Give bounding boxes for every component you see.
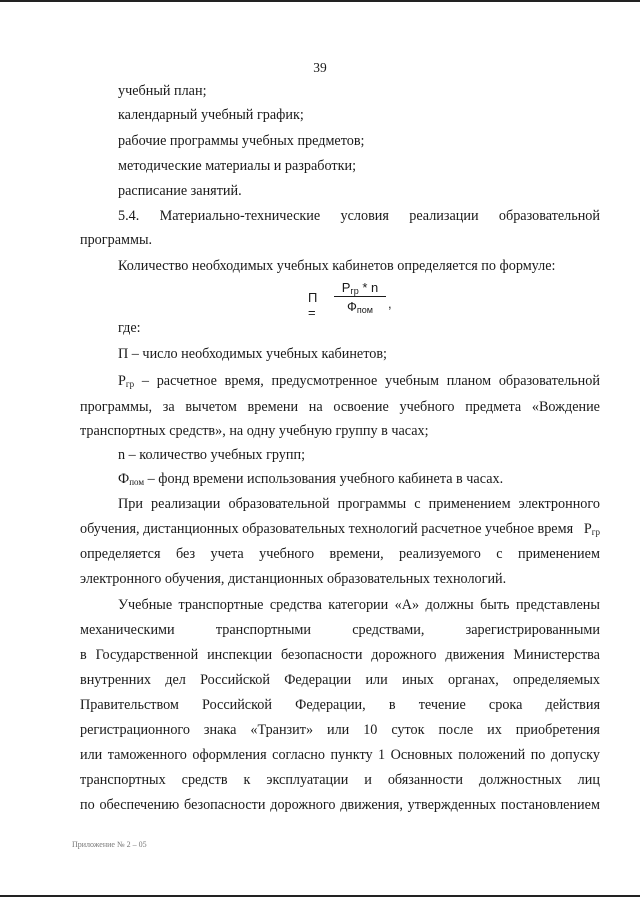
word: Основных (390, 747, 453, 763)
word: с (414, 496, 421, 512)
word: «Транзит» (250, 722, 314, 738)
formula-intro: Количество необходимых учебных кабинетов определяется по формуле: (118, 258, 556, 274)
para-vehicles-line (80, 747, 600, 764)
word: должны (425, 597, 474, 613)
word: учебным (385, 373, 439, 389)
formula-num-var: P (341, 280, 351, 295)
formula-den-sub: пом (356, 305, 373, 315)
word: за (162, 399, 175, 415)
word: механическими (80, 622, 175, 638)
para-elearning-line4: электронного обучения, дистанционных образовательных технологий. (80, 571, 507, 587)
where-label: где: (118, 320, 141, 336)
word: дорожного (371, 647, 437, 663)
word: оформления (192, 747, 267, 763)
formula-den-var: Ф (347, 299, 357, 314)
word: по (530, 747, 546, 763)
word: «А» (394, 597, 420, 613)
word: по (80, 797, 95, 813)
formula-numerator (334, 280, 386, 295)
section-heading-continued: программы. (80, 232, 153, 248)
word: программы, (80, 399, 153, 415)
section-word: реализации (409, 208, 479, 224)
word: утвержденных (407, 797, 497, 813)
word: или (326, 722, 350, 738)
word: органах, (447, 672, 499, 688)
word: движения, (340, 797, 403, 813)
footer-note: Приложение № 2 – 05 (72, 840, 147, 849)
para-vehicles-line (80, 772, 600, 789)
word: образовательной (228, 496, 330, 512)
formula-denominator (334, 299, 386, 314)
word: реализации (151, 496, 221, 512)
word: допуску (550, 747, 600, 763)
word: без (175, 546, 196, 562)
word: предусмотренное (271, 373, 378, 389)
word: учебного (399, 399, 455, 415)
section-word: образовательной (498, 208, 600, 224)
word: быть (480, 597, 510, 613)
word: их (487, 722, 502, 738)
word: согласно (272, 747, 325, 763)
word: средства (269, 597, 322, 613)
word: категории (328, 597, 389, 613)
var-symbol: Ф (118, 471, 130, 487)
para-vehicles-line (80, 797, 600, 814)
word: электронного (518, 496, 600, 512)
var-subscript: гр (125, 379, 135, 389)
word: «Вождение (531, 399, 600, 415)
line-text: обучения, дистанционных образовательных технологий расчетное учебное время (80, 521, 574, 537)
word: после (438, 722, 474, 738)
definition-pgr-line2 (80, 399, 600, 416)
list-item: методические материалы и разработки; (118, 158, 357, 174)
word: инспекции (207, 647, 273, 663)
word: приобретения (515, 722, 600, 738)
var-subscript: гр (591, 527, 600, 537)
word: обеспечению (99, 797, 180, 813)
para-vehicles-line (118, 597, 600, 614)
word: обязанности (387, 772, 463, 788)
word: регистрационного (80, 722, 190, 738)
var-subscript: пом (129, 477, 145, 487)
word: транспортных (80, 772, 166, 788)
definition-p: П – число необходимых учебных кабинетов; (118, 346, 387, 362)
word: или (80, 747, 103, 763)
word: Федерации (284, 672, 352, 688)
page-number: 39 (313, 60, 327, 75)
para-elearning-line2 (80, 521, 600, 538)
word: эксплуатации (266, 772, 349, 788)
definition-pgr-line1 (118, 373, 600, 390)
word: учета (210, 546, 244, 562)
para-vehicles-line (80, 672, 600, 689)
formula-fraction (334, 280, 386, 314)
word: Учебные (118, 597, 173, 613)
page-edge-top (0, 0, 640, 2)
word: Российской (202, 697, 272, 713)
word: срока (488, 697, 523, 713)
list-item: календарный учебный график; (118, 107, 304, 123)
word: представлены (515, 597, 600, 613)
word: на (308, 399, 323, 415)
word: зарегистрированными (465, 622, 600, 638)
word: средствами, (352, 622, 425, 638)
word: При (118, 496, 143, 512)
word: применением (428, 496, 511, 512)
para-vehicles-line (80, 622, 600, 639)
word: знака (203, 722, 237, 738)
definition-text: – фонд времени использования учебного кабинета в часах. (144, 471, 504, 487)
definition-n: n – количество учебных групп; (118, 447, 306, 463)
word: безопасности (184, 797, 266, 813)
word: дорожного (270, 797, 336, 813)
formula-comma: , (388, 296, 392, 311)
word: Правительством (80, 697, 179, 713)
definition-var (118, 373, 134, 390)
word: положений (458, 747, 526, 763)
word: течение (418, 697, 466, 713)
fraction-bar (334, 296, 386, 297)
section-word: 5.4. (118, 208, 140, 224)
definition-fpom (118, 471, 503, 488)
word: движения (445, 647, 505, 663)
word: таможенного (107, 747, 187, 763)
para-elearning-line3 (80, 546, 600, 563)
word: расчетное (156, 373, 217, 389)
word: безопасности (280, 647, 363, 663)
var-symbol: P (118, 373, 126, 389)
word: 10 (363, 722, 378, 738)
word: время, (224, 373, 264, 389)
word: в (80, 647, 87, 663)
word: к (243, 772, 251, 788)
para-vehicles-line (80, 722, 600, 739)
list-item: рабочие программы учебных предметов; (118, 133, 365, 149)
word: времени, (329, 546, 384, 562)
word: транспортные (178, 597, 264, 613)
word: определяется (80, 546, 161, 562)
para-vehicles-line (80, 697, 600, 714)
word: лиц (577, 772, 600, 788)
word: иных (401, 672, 434, 688)
formula-num-rest: * n (358, 280, 379, 295)
word: действия (545, 697, 600, 713)
word: постановлением (500, 797, 600, 813)
word: Российской (200, 672, 270, 688)
word: планом (446, 373, 492, 389)
word: суток (391, 722, 425, 738)
word: вычетом (185, 399, 237, 415)
list-item: расписание занятий. (118, 183, 242, 199)
word: пункту (330, 747, 373, 763)
section-heading (118, 208, 600, 225)
word: 1 (378, 747, 386, 763)
word: средств (181, 772, 228, 788)
word: образовательной (498, 373, 600, 389)
word: с (496, 546, 503, 562)
word: Государственной (95, 647, 199, 663)
word: транспортными (215, 622, 312, 638)
word: реализуемого (399, 546, 481, 562)
word: применением (518, 546, 600, 562)
word: или (365, 672, 388, 688)
word: освоение (333, 399, 389, 415)
section-word: Материально-технические (159, 208, 321, 224)
word: учебного (259, 546, 315, 562)
para-vehicles-line (80, 647, 600, 664)
word: определяемых (513, 672, 600, 688)
section-word: условия (340, 208, 389, 224)
word: предмета (465, 399, 522, 415)
word: дел (165, 672, 186, 688)
var-symbol: P (583, 521, 592, 537)
line-var (584, 521, 600, 538)
list-item: учебный план; (118, 83, 207, 99)
formula-num-sub: гр (350, 286, 359, 296)
word: в (388, 697, 396, 713)
word: Федерации, (295, 697, 366, 713)
formula-lhs: П = (308, 290, 318, 320)
word: должностных (478, 772, 562, 788)
word: программы (337, 496, 407, 512)
word: времени (247, 399, 299, 415)
word: и (364, 772, 372, 788)
word: Министерства (513, 647, 600, 663)
word: – (141, 373, 149, 389)
para-elearning-line1 (118, 496, 600, 513)
word: внутренних (80, 672, 152, 688)
definition-pgr-line3: транспортных средств», на одну учебную группу в часах; (80, 423, 429, 439)
